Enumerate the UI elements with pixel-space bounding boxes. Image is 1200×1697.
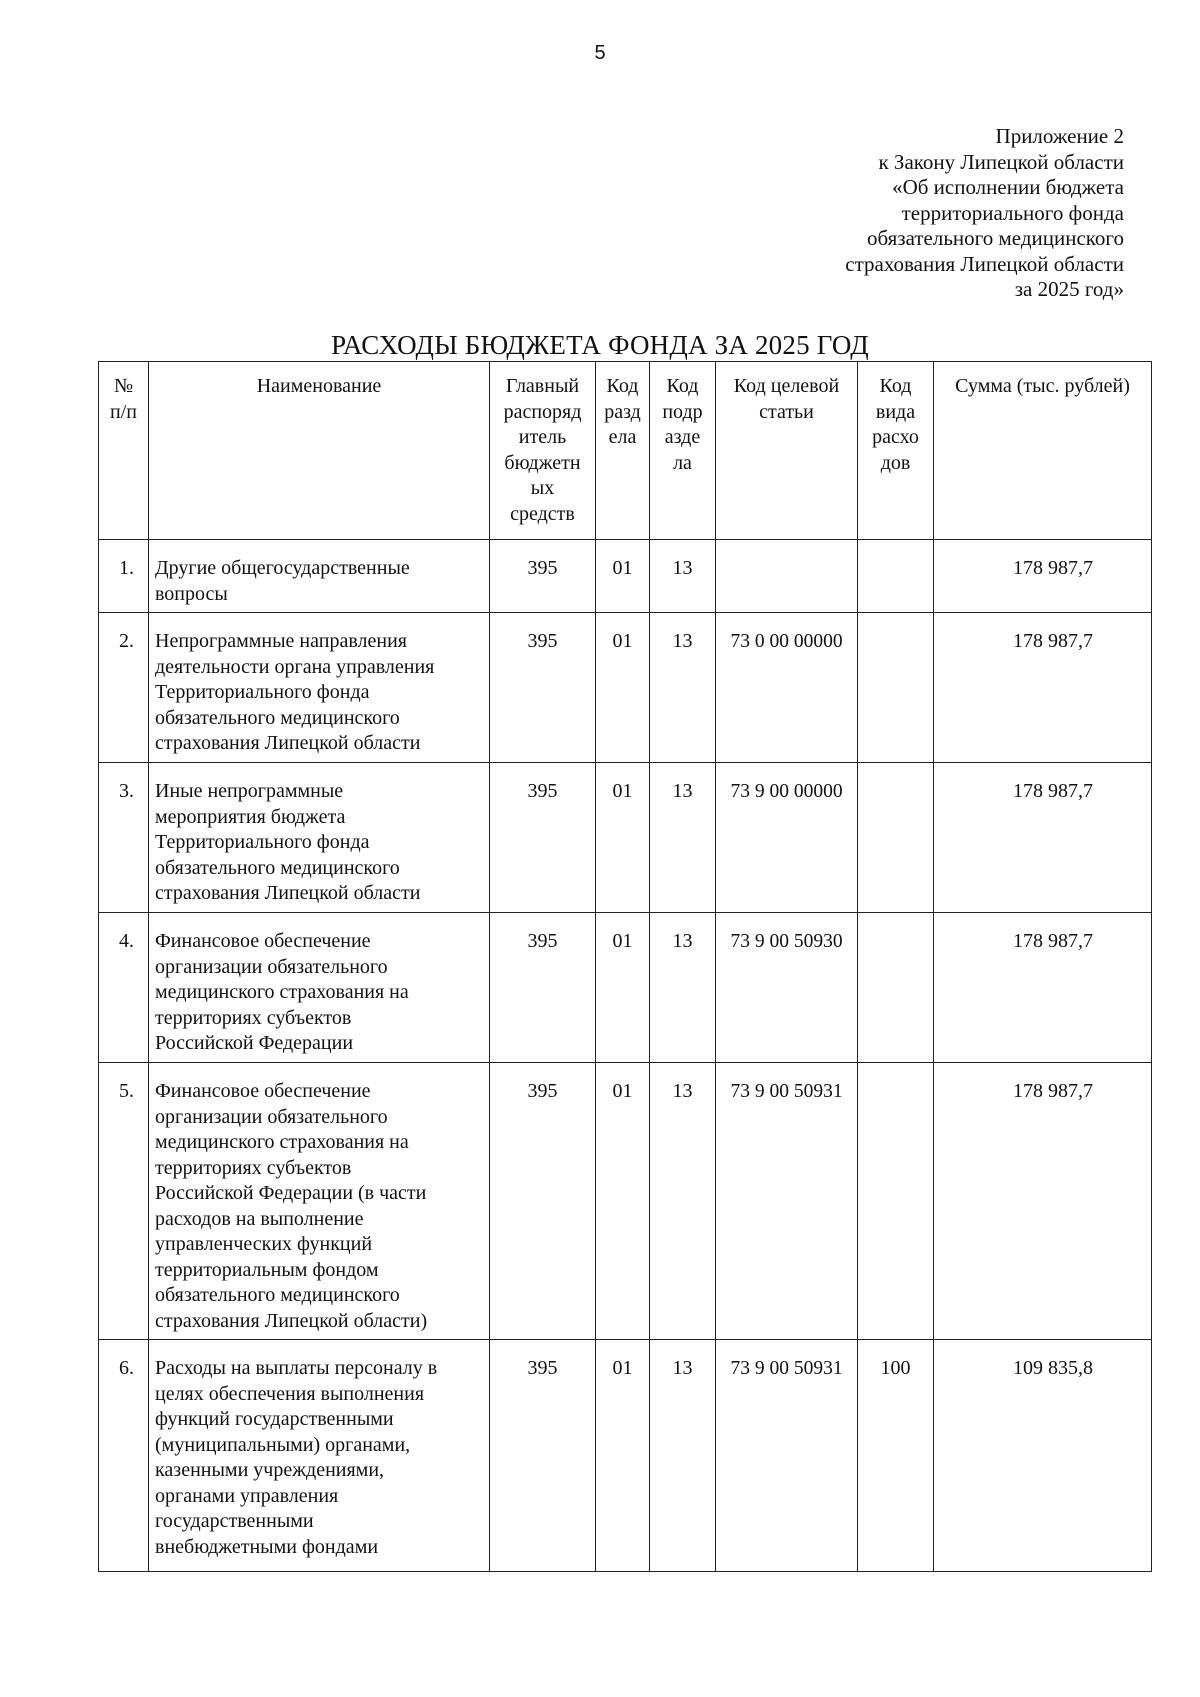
row-sum: 178 987,7 xyxy=(934,1063,1152,1340)
appendix-line: территориального фонда xyxy=(901,200,1124,225)
header-expense-kind: Код вида расхо дов xyxy=(858,362,934,540)
row-sum: 178 987,7 xyxy=(934,763,1152,913)
row-number: 4. xyxy=(99,913,149,1063)
header-subsection: Код подр азде ла xyxy=(650,362,716,540)
appendix-line: за 2025 год» xyxy=(1014,277,1124,301)
row-expense-kind xyxy=(858,763,934,913)
row-section: 01 xyxy=(596,613,650,763)
table-row xyxy=(99,613,1152,763)
row-name: Финансовое обеспечение организации обязательного медицинского страхования на территориях субъектов Российской Федерации (в части расходов на выполнение управленческих функций территориальным фондом обязательного медицинского страхования Липецкой области) xyxy=(149,1063,490,1340)
row-expense-kind xyxy=(858,1063,934,1340)
row-name: Иные непрограммные мероприятия бюджета Территориального фонда обязательного медицинского страхования Липецкой области xyxy=(149,763,490,913)
appendix-reference xyxy=(664,124,1124,303)
table-row xyxy=(99,540,1152,613)
appendix-line: Приложение 2 xyxy=(995,124,1124,148)
appendix-line: страхования Липецкой области xyxy=(845,251,1124,276)
header-target-code: Код целевой статьи xyxy=(716,362,858,540)
row-sum: 178 987,7 xyxy=(934,613,1152,763)
table-row xyxy=(99,763,1152,913)
row-number: 3. xyxy=(99,763,149,913)
row-ministry: 395 xyxy=(490,1340,596,1572)
row-target-code: 73 9 00 50930 xyxy=(716,913,858,1063)
row-target-code: 73 9 00 50931 xyxy=(716,1063,858,1340)
row-sum: 109 835,8 xyxy=(934,1340,1152,1572)
row-name: Другие общегосударственные вопросы xyxy=(149,540,490,613)
table-header-row xyxy=(99,362,1152,540)
row-target-code: 73 9 00 50931 xyxy=(716,1340,858,1572)
expenses-table xyxy=(98,361,1152,1572)
page-number: 5 xyxy=(594,42,606,64)
row-subsection: 13 xyxy=(650,913,716,1063)
row-section: 01 xyxy=(596,1340,650,1572)
row-number: 5. xyxy=(99,1063,149,1340)
row-number: 1. xyxy=(99,540,149,613)
row-ministry: 395 xyxy=(490,913,596,1063)
row-target-code: 73 0 00 00000 xyxy=(716,613,858,763)
table-row xyxy=(99,1340,1152,1572)
row-ministry: 395 xyxy=(490,613,596,763)
row-expense-kind xyxy=(858,540,934,613)
row-section: 01 xyxy=(596,540,650,613)
row-expense-kind xyxy=(858,613,934,763)
appendix-line: обязательного медицинского xyxy=(866,226,1124,250)
row-section: 01 xyxy=(596,1063,650,1340)
row-section: 01 xyxy=(596,763,650,913)
row-sum: 178 987,7 xyxy=(934,913,1152,1063)
row-number: 6. xyxy=(99,1340,149,1572)
row-section: 01 xyxy=(596,913,650,1063)
table-row xyxy=(99,913,1152,1063)
row-expense-kind: 100 xyxy=(858,1340,934,1572)
document-title: РАСХОДЫ БЮДЖЕТА ФОНДА ЗА 2025 ГОД xyxy=(331,330,869,360)
row-target-code: 73 9 00 00000 xyxy=(716,763,858,913)
header-number: № п/п xyxy=(99,362,149,540)
row-number: 2. xyxy=(99,613,149,763)
row-name: Непрограммные направления деятельности органа управления Территориального фонда обязательного медицинского страхования Липецкой области xyxy=(149,613,490,763)
row-target-code xyxy=(716,540,858,613)
appendix-line: «Об исполнении бюджета xyxy=(892,175,1124,199)
row-subsection: 13 xyxy=(650,1063,716,1340)
row-subsection: 13 xyxy=(650,1340,716,1572)
table-row xyxy=(99,1063,1152,1340)
row-ministry: 395 xyxy=(490,763,596,913)
header-section: Код разд ела xyxy=(596,362,650,540)
row-ministry: 395 xyxy=(490,1063,596,1340)
row-subsection: 13 xyxy=(650,613,716,763)
row-name: Финансовое обеспечение организации обязательного медицинского страхования на территориях субъектов Российской Федерации xyxy=(149,913,490,1063)
row-name: Расходы на выплаты персоналу в целях обеспечения выполнения функций государственными (муниципальными) органами, казенными учреждениями, органами управления государственными внебюджетными фондами xyxy=(149,1340,490,1572)
row-sum: 178 987,7 xyxy=(934,540,1152,613)
appendix-line: к Закону Липецкой области xyxy=(878,149,1124,174)
row-ministry: 395 xyxy=(490,540,596,613)
row-expense-kind xyxy=(858,913,934,1063)
row-subsection: 13 xyxy=(650,763,716,913)
header-ministry: Главный распоряд итель бюджетн ых средств xyxy=(490,362,596,540)
row-subsection: 13 xyxy=(650,540,716,613)
header-name: Наименование xyxy=(149,362,490,540)
header-sum: Сумма (тыс. рублей) xyxy=(934,362,1152,540)
